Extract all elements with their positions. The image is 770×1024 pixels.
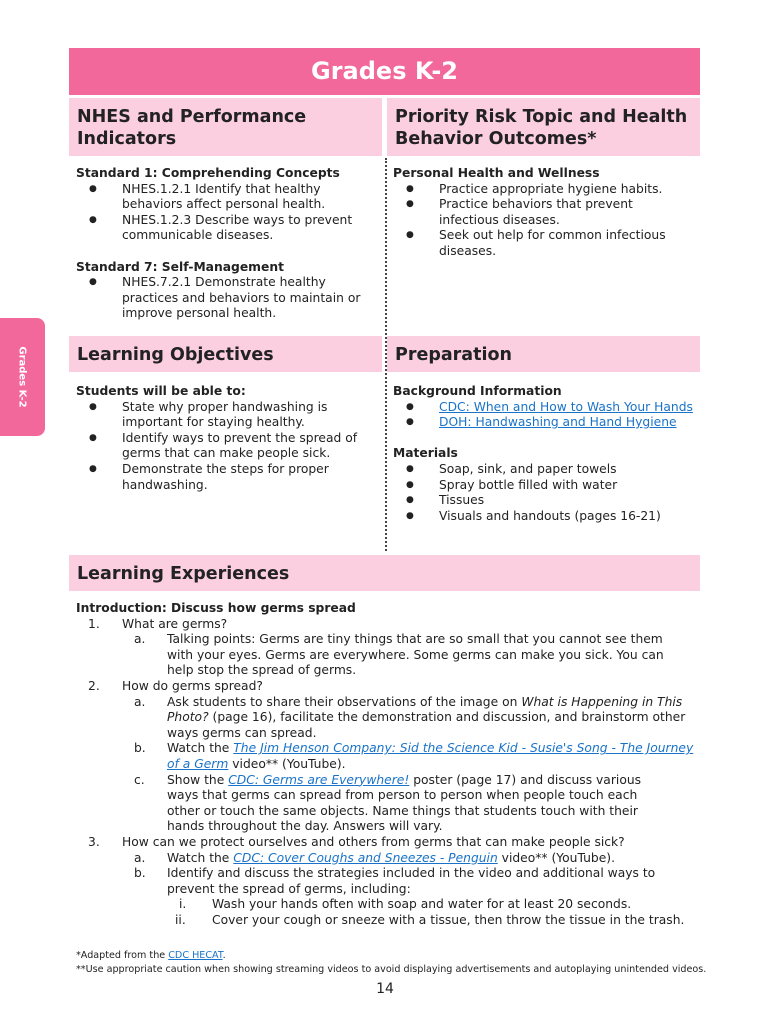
background-list: [393, 400, 698, 431]
side-tab-label: Grades K-2: [16, 346, 28, 408]
question-2a: [76, 695, 700, 742]
question-text: What are germs?: [122, 616, 228, 631]
sub-marker: ii.: [175, 912, 186, 927]
sub-text: Cover your cough or sneeze with a tissue, then throw the tissue in the trash.: [212, 912, 685, 927]
page-title: Grades K-2: [69, 48, 700, 95]
journey-of-germ-link[interactable]: The Jim Henson Company: Sid the Science Kid - Susie's Song - The Journey of a Germ: [167, 741, 694, 771]
preparation-heading: [387, 336, 700, 372]
experiences-heading-text: Learning Experiences: [77, 564, 290, 584]
intro-label: Introduction: Discuss how germs spread: [76, 601, 356, 615]
question-text: How do germs spread?: [122, 678, 263, 693]
sub-text: Show the: [167, 772, 229, 787]
question-1a: [76, 632, 700, 679]
question-3: [76, 835, 700, 851]
standard-1-label: Standard 1: Comprehending Concepts: [76, 166, 340, 180]
standard-7-list: [76, 275, 381, 322]
question-3a: [76, 851, 700, 867]
photo-title: What is Happening in This Photo?: [167, 694, 683, 725]
sub-text: (page 16), facilitate the demonstration and discussion, and brainstorm other ways germs can spread.: [167, 710, 686, 740]
materials-list: [393, 462, 698, 524]
sub-marker: a.: [134, 850, 146, 865]
list-item: ● NHES.1.2.1 Identify that healthy behaviors affect personal health.: [76, 182, 381, 213]
experiences-heading: [69, 555, 700, 591]
question-number: 3.: [88, 834, 100, 849]
sub-text: poster (page 17) and discuss various ways that germs can spread from person to person when people touch each other or touch the same objects. Name things that students touch with their hands throughout the day. Answers will vary.: [167, 772, 642, 834]
materials-label: Materials: [393, 446, 458, 461]
sub-marker: a.: [134, 632, 146, 647]
question-3b-ii: [76, 913, 700, 929]
sub-marker: b.: [134, 741, 146, 756]
sub-text: video** (YouTube).: [497, 850, 615, 865]
nhes-heading-text: NHES and Performance Indicators: [77, 107, 307, 149]
list-item: ● Tissues: [393, 493, 698, 509]
list-item: ● Identify ways to prevent the spread of germs that can make people sick.: [76, 431, 381, 462]
list-item: ● Practice appropriate hygiene habits.: [393, 182, 693, 198]
footnote-2: **Use appropriate caution when showing streaming videos to avoid displaying advertisements and autoplaying unintended videos.: [76, 964, 707, 975]
question-number: 1.: [88, 616, 100, 631]
question-text: How can we protect ourselves and others from germs that can make people sick?: [122, 834, 625, 849]
cdc-hecat-link[interactable]: CDC HECAT: [168, 950, 223, 961]
list-item: ● Practice behaviors that prevent infectious diseases.: [393, 197, 693, 228]
nhes-content: [76, 166, 381, 322]
objectives-list: [76, 400, 381, 494]
doh-handwash-link[interactable]: DOH: Handwashing and Hand Hygiene: [439, 415, 677, 430]
footnotes: [76, 949, 706, 977]
list-item: ● Demonstrate the steps for proper handwashing.: [76, 462, 381, 493]
objectives-content: [76, 384, 381, 493]
question-2c: [76, 773, 700, 835]
sub-text: Identify and discuss the strategies included in the video and additional ways to prevent the spread of germs, including:: [167, 866, 656, 896]
question-2: [76, 679, 700, 695]
standard-7-label: Standard 7: Self-Management: [76, 259, 284, 274]
objectives-label: Students will be able to:: [76, 384, 246, 398]
page-number: 14: [376, 981, 394, 997]
question-2b: [76, 741, 700, 772]
sub-text: Watch the: [167, 850, 234, 865]
preparation-heading-text: Preparation: [395, 345, 512, 365]
list-item: ● NHES.1.2.3 Describe ways to prevent communicable diseases.: [76, 213, 381, 244]
nhes-heading: [69, 98, 382, 156]
cover-coughs-link[interactable]: CDC: Cover Coughs and Sneezes - Penguin: [233, 850, 498, 865]
objectives-heading-text: Learning Objectives: [77, 345, 274, 365]
sub-marker: a.: [134, 694, 146, 709]
priority-heading-text: Priority Risk Topic and Health Behavior Outcomes*: [395, 107, 688, 149]
sub-text: Ask students to share their observations of the image on: [167, 694, 522, 709]
sub-text: Watch the: [167, 741, 234, 756]
sub-marker: b.: [134, 866, 146, 881]
list-item: [393, 415, 698, 431]
list-item: ● State why proper handwashing is important for staying healthy.: [76, 400, 381, 431]
priority-heading: [387, 98, 700, 156]
list-item: ● Visuals and handouts (pages 16-21): [393, 509, 698, 525]
question-3b: [76, 866, 700, 897]
priority-content: [393, 166, 693, 260]
sub-text: video** (YouTube).: [228, 756, 346, 771]
sub-marker: i.: [179, 897, 187, 912]
footnote-text: .: [222, 950, 226, 961]
footnote-1: [76, 949, 706, 963]
cdc-handwash-link[interactable]: CDC: When and How to Wash Your Hands: [439, 399, 693, 414]
germs-everywhere-link[interactable]: CDC: Germs are Everywhere!: [228, 772, 410, 787]
list-item: ● NHES.7.2.1 Demonstrate healthy practices and behaviors to maintain or improve personal health.: [76, 275, 381, 322]
side-tab: [0, 318, 45, 436]
list-item: ● Spray bottle filled with water: [393, 478, 698, 494]
priority-list: [393, 182, 693, 260]
sub-marker: c.: [134, 772, 145, 787]
experiences-content: [76, 601, 700, 928]
list-item: [393, 400, 698, 416]
question-3b-i: [76, 897, 700, 913]
priority-label: Personal Health and Wellness: [393, 166, 600, 180]
footnote-text: *Adapted from the: [76, 950, 169, 961]
preparation-content: [393, 384, 698, 524]
question-number: 2.: [88, 678, 100, 693]
list-item: ● Seek out help for common infectious diseases.: [393, 228, 693, 259]
list-item: ● Soap, sink, and paper towels: [393, 462, 698, 478]
objectives-heading: [69, 336, 382, 372]
question-1: [76, 617, 700, 633]
background-label: Background Information: [393, 384, 562, 398]
sub-text: Wash your hands often with soap and water for at least 20 seconds.: [212, 897, 632, 912]
sub-text: Talking points: Germs are tiny things that are so small that you cannot see them with your eyes. Germs are everywhere. Some germs can make you sick. You can help stop the spread of germs.: [167, 632, 664, 678]
standard-1-list: [76, 182, 381, 244]
